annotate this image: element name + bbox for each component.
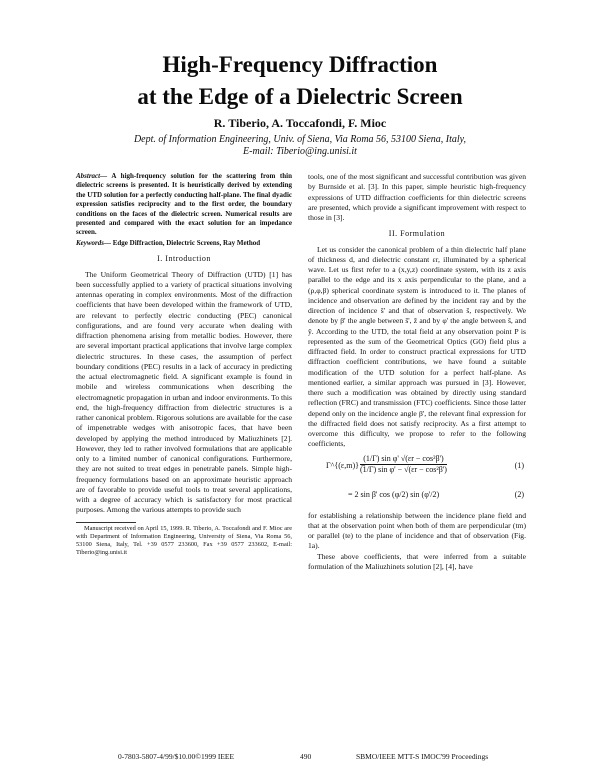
affiliation-line1: Dept. of Information Engineering, Univ. of Siena, Via Roma 56, 53100 Siena, Italy, xyxy=(133,134,467,145)
right-column xyxy=(308,172,526,572)
closing-paragraph: These above coefficients, that were inferred from a suitable formulation of the Maliuzhinets solution [2], [4], have xyxy=(308,551,526,571)
abstract-lead: Abstract— xyxy=(76,172,108,180)
equation-1-fraction xyxy=(360,454,447,476)
abstract-text: A high-frequency solution for the scattering from thin dielectric screens is presented. It is heuristically derived by extending the UTD solution for a perfectly conducting half-plane. The final dyadic expression satisfies reciprocity and to the first order, the boundary conditions on the faces of the dielectric screen. Numerical results are presented and compared with the exact solution for an impedance screen. xyxy=(76,172,292,237)
paper-title-line2: at the Edge of a Dielectric Screen xyxy=(137,84,463,109)
keywords-text: Edge Diffraction, Dielectric Screens, Ray Method xyxy=(112,238,261,247)
equation-1 xyxy=(308,453,526,479)
equation-2 xyxy=(308,482,526,508)
left-column xyxy=(76,172,292,557)
footnote: Manuscript received on April 15, 1999. R. Tiberio, A. Toccafondi and F. Mioc are with Department of Information Engineering, University of Siena, Via Roma 56, 53100 Siena, Italy, Tel. +39 0577 233600, Fax +39 0577 233602, E-mail: Tiberio@ing.unisi.it xyxy=(76,524,292,556)
intro-continuation: tools, one of the most significant and successful contribution was given by Burnside et al. [3]. In this paper, simple heuristic high-frequency expressions of UTD diffraction coefficients for thin dielectric screens are presented, which provide a significant improvement with respect to those in [3]. xyxy=(308,172,526,222)
footnote-rule xyxy=(76,522,136,523)
affiliation xyxy=(100,134,500,158)
equation-1-number: (1) xyxy=(514,460,524,470)
post-equation-paragraph: for establishing a relationship between the incidence plane field and that at the observation point when both of them are perpendicular (tm) or parallel (te) to the plane of incidence and that of observation (Fig. 1a). xyxy=(308,510,526,551)
footer-copyright: 0-7803-5807-4/99/$10.00©1999 IEEE xyxy=(118,752,235,761)
paper-title-line1: High-Frequency Diffraction xyxy=(162,52,438,77)
keywords-lead: Keywords— xyxy=(76,238,111,247)
equation-1-lhs: Γ^{(ε,m)} = xyxy=(326,460,366,470)
section-heading-introduction: I. Introduction xyxy=(157,254,211,264)
section-heading-formulation: II. Formulation xyxy=(388,229,446,239)
equation-1-numerator: (1/Γ) sin φ' √(εr − cos²β') xyxy=(360,454,447,465)
author-list: R. Tiberio, A. Toccafondi, F. Mioc xyxy=(213,116,387,130)
footer-page-number: 490 xyxy=(300,752,312,761)
equation-1-denominator: (1/Γ) sin φ' − √(εr − cos²β') xyxy=(360,464,447,474)
equation-2-rhs: = 2 sin β' cos (φ/2) sin (φ'/2) xyxy=(348,489,440,499)
intro-paragraph: The Uniform Geometrical Theory of Diffraction (UTD) [1] has been successfully applied to a variety of practical situations involving antennas operating in complex environments. Most of the diffraction coefficients that have been developed within the framework of UTD, are relevant to perfectly electric conducting (PEC) canonical configurations, and are found very accurate when dealing with diffraction phenomena arising from metallic bodies. However, there are several important practical applications that involve large complex dielectric structures. In these cases, the assumption of perfect boundary conditions (PEC) results in a lack of accuracy in predicting the actual electromagnetic field. A significant example is found in mobile and wireless communications when describing the electromagnetic propagation in urban and indoor environments. To this end, the high-frequency diffraction from dielectric structures is a rather canonical problem. Rigorous solutions are available for the case of impenetrable wedges with anisotropic faces, that have been developed by applying the method introduced by Maliuzhinets [2]. However, they led to rather involved formulations that are applicable only to a limited number of canonical configurations. Furthermore, they are not suited to treat edges in penetrable panels. Simple high-frequency formulations based on an approximate heuristic approach are of favorable to provide useful tools to treat several applications, with a degree of accuracy which is satisfactory for most practical purposes. Among the various attempts to provide such xyxy=(76,269,292,515)
formulation-paragraph: Let us consider the canonical problem of a thin dielectric half plane of thickness d, and dielectric constant εr, illuminated by a spherical wave. Let us first refer to a (x,y,z) coordinate system, with its z axis parallel to the edge and its x axis perpendicular to the plane, and a (ρ,φ,β) spherical coordinate system is introduced to it. The planes of incidence and observation are defined by the incident ray and by the direction of incidence ŝ' and that of observation ŝ, respectively. We denote by β' the angle between ŝ', ẑ and by φ' the angle between ŝ, and ŷ. According to the UTD, the total field at any observation point P is represented as the sum of the Geometrical Optics (GO) field plus a diffracted field. In order to construct practical expressions for UTD diffraction coefficient contributions, we have found a suitable modification of the UTD solution for a perfect half-plane. As mentioned earlier, a similar approach was pursued in [3]. However, there such a modification was obtained by directly using standard reflection (FRC) and transmission (FTC) coefficients. Since those latter depend only on the incidence angle β', the relevant final expression for the diffracted field does not satisfy reciprocity. As a first attempt to overcome this difficulty, we propose to refer to the following coefficients, xyxy=(308,244,526,449)
footer-proceedings: SBMO/IEEE MTT-S IMOC'99 Proceedings xyxy=(356,752,489,761)
abstract xyxy=(76,172,292,238)
affiliation-email: E-mail: Tiberio@ing.unisi.it xyxy=(243,146,357,157)
keywords xyxy=(76,239,292,248)
equation-2-number: (2) xyxy=(514,489,524,499)
